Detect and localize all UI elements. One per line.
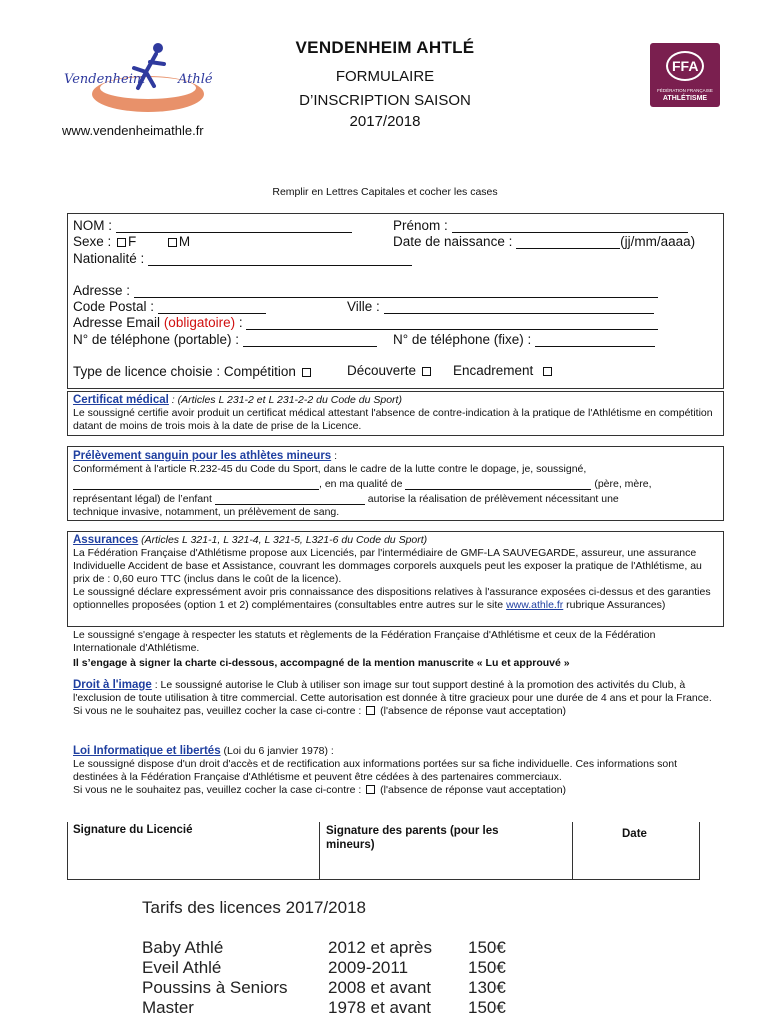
decouverte-checkbox[interactable] [422,367,431,376]
prelevement-line4: technique invasive, notamment, un prélèvement de sang. [73,506,340,518]
sexe-label: Sexe : [73,234,112,249]
assurances-p1: La Fédération Française d'Athlétisme propose aux Licenciés, par l'intermédiaire de GMF-LA SAUVEGARDE, assureur, une assurance Individuelle Accident de base et Assistance, couvrant les dommages corporels auxquels peut les exposer la pratique de l'Athlétisme, au prix de : 0,60 euro TTC (inclus dans le coût de la licence). [73,547,702,585]
image-opt: Si vous ne le souhaitez pas, veuillez cocher la case ci-contre : [73,705,362,717]
prelevement-line3: représentant légal) de l’enfant [73,493,212,505]
tarif-years: 2009-2011 [328,958,409,977]
tel-fixe-label: N° de téléphone (fixe) : [393,332,532,347]
ffa-sub1: FÉDÉRATION FRANÇAISE [657,88,713,93]
tel-fixe-field[interactable] [535,335,655,347]
sexe-f-label: F [128,234,137,249]
competition-checkbox[interactable] [302,368,311,377]
prenom-label: Prénom : [393,218,448,233]
email-label: Adresse Email [73,315,161,330]
nom-label: NOM : [73,218,112,233]
tarif-years: 2012 et après [328,938,432,957]
tarif-price: 130€ [468,978,506,997]
tarif-price: 150€ [468,998,506,1017]
tel-portable-label: N° de téléphone (portable) : [73,332,240,347]
image-title[interactable]: Droit à l'image [73,679,152,691]
email-required: (obligatoire) [163,315,236,330]
tarif-row [142,998,506,1018]
season: 2017/2018 [349,113,421,130]
certificat-section [73,394,718,433]
qualite-field[interactable] [405,479,591,490]
email-colon: : [238,315,243,330]
tarif-row [142,958,506,978]
prelevement-colon: : [331,450,338,462]
email-field[interactable] [246,318,658,330]
tarif-years: 1978 et avant [328,998,432,1017]
tarif-price: 150€ [468,958,506,977]
enfant-field[interactable] [215,494,365,505]
club-logo [60,38,220,118]
sexe-m-label: M [178,234,191,249]
nationalite-label: Nationalité : [73,251,145,266]
tarif-category: Master [142,998,194,1017]
athle-link[interactable]: www.athle.fr [506,599,564,611]
encadrement-label: Encadrement [453,363,534,378]
tarif-category: Eveil Athlé [142,958,222,977]
tel-portable-field[interactable] [243,335,377,347]
prelevement-line2b: (père, mère, [594,478,652,490]
tarifs-table [142,938,506,1018]
ville-label: Ville : [347,299,380,314]
club-title: VENDENHEIM AHTLÉ [295,38,475,57]
ffa-sub2: ATHLÉTISME [662,95,708,102]
club-website[interactable]: www.vendenheimathle.fr [62,123,204,138]
image-opt-end: (l'absence de réponse vaut acceptation) [380,705,567,717]
nom-field[interactable] [116,221,352,233]
code-postal-field[interactable] [158,302,266,314]
informatique-opt: Si vous ne le souhaitez pas, veuillez cocher la case ci-contre : [73,784,362,796]
informatique-opt-end: (l'absence de réponse vaut acceptation) [380,784,567,796]
prelevement-line1: Conformément à l'article R.232-45 du Code du Sport, dans le cadre de la lutte contre le dopage, je, soussigné, [73,463,587,475]
instruction: Remplir en Lettres Capitales et cocher les cases [272,186,498,198]
certificat-ref: : (Articles L 231-2 et L 231-2-2 du Code du Sport) [168,394,402,406]
prenom-field[interactable] [452,221,688,233]
assurances-p2: Le soussigné déclare expressément avoir pris connaissance des dispositions relatives à l'assurance exposées ci-dessus et des garanties optionnelles proposées (option 1 et 2) complémentaires (consultables entre autres sur le site [73,586,711,611]
informatique-title[interactable]: Loi Informatique et libertés [73,745,221,757]
tarif-category: Poussins à Seniors [142,978,288,997]
engage-bold: Il s’engage à signer la charte ci-dessous, accompagné de la mention manuscrite « Lu et approuvé » [73,657,570,669]
signature-date[interactable]: Date [622,828,647,840]
sexe-m-checkbox[interactable] [168,238,177,247]
signature-parents[interactable]: Signature des parents (pour les mineurs) [326,825,499,851]
prelevement-line3b: autorise la réalisation de prélèvement nécessitant une [367,493,619,505]
tarif-row [142,938,506,958]
signature-licencie[interactable]: Signature du Licencié [73,824,193,836]
ffa-logo [650,43,720,107]
certificat-text: Le soussigné certifie avoir produit un certificat médical attestant l'absence de contre-indication à la pratique de l'Athlétisme en compétition datant de moins de trois mois à la date de prise de la Licence. [73,407,713,432]
informatique-text: Le soussigné dispose d'un droit d'accès et de rectification aux informations portées sur sa fiche individuelle. Ces informations sont destinées à la Fédération Française d'Athlétisme et peuvent être cédées à des partenaires commerciaux. [73,758,678,783]
tarif-row [142,978,506,998]
logo-text-1: Vendenheim [64,72,146,87]
naissance-label: Date de naissance : [393,234,513,249]
soussigne-field[interactable] [73,479,319,490]
image-text: : Le soussigné autorise le Club à utiliser son image sur tout support destiné à la promotion des activités du Club, à l'exclusion de toute utilisation à titre commercial. Cette autorisation est donnée à titre gracieux pour une durée de 4 ans et pour la France. [73,679,712,704]
adresse-label: Adresse : [73,283,131,298]
logo-text-2: Athlé [178,72,213,87]
assurances-p2-end: rubrique Assurances) [563,599,666,611]
assurances-ref: (Articles L 321-1, L 321-4, L 321-5, L321-6 du Code du Sport) [138,534,428,546]
tarif-category: Baby Athlé [142,938,224,957]
licence-label: Type de licence choisie : Compétition [73,364,296,379]
code-postal-label: Code Postal : [73,299,155,314]
engage-text: Le soussigné s'engage à respecter les statuts et règlements de la Fédération Française d'Athlétisme et ceux de la Fédération Internationale d'Athlétisme. [73,629,656,654]
informatique-ref: (Loi du 6 janvier 1978) : [220,745,334,757]
naissance-field[interactable] [516,237,620,249]
prelevement-line2: , en ma qualité de [319,478,403,490]
ville-field[interactable] [384,302,654,314]
form-subtitle: D’INSCRIPTION SAISON [299,92,471,109]
naissance-format: (jj/mm/aaaa) [620,234,696,249]
decouverte-label: Découverte [347,363,417,378]
tarif-price: 150€ [468,938,506,957]
tarifs-title: Tarifs des licences 2017/2018 [142,898,366,917]
sexe-f-checkbox[interactable] [117,238,126,247]
nationalite-field[interactable] [148,254,412,266]
form-title: FORMULAIRE [335,68,435,85]
prelevement-title[interactable]: Prélèvement sanguin pour les athlètes mineurs [73,450,332,462]
informatique-optout-checkbox[interactable] [366,785,375,794]
adresse-field[interactable] [134,286,658,298]
assurances-title[interactable]: Assurances [73,534,139,546]
ffa-badge: FFA [672,58,699,74]
tarif-years: 2008 et avant [328,978,432,997]
image-optout-checkbox[interactable] [366,706,375,715]
encadrement-checkbox[interactable] [543,367,552,376]
certificat-title[interactable]: Certificat médical [73,394,169,406]
